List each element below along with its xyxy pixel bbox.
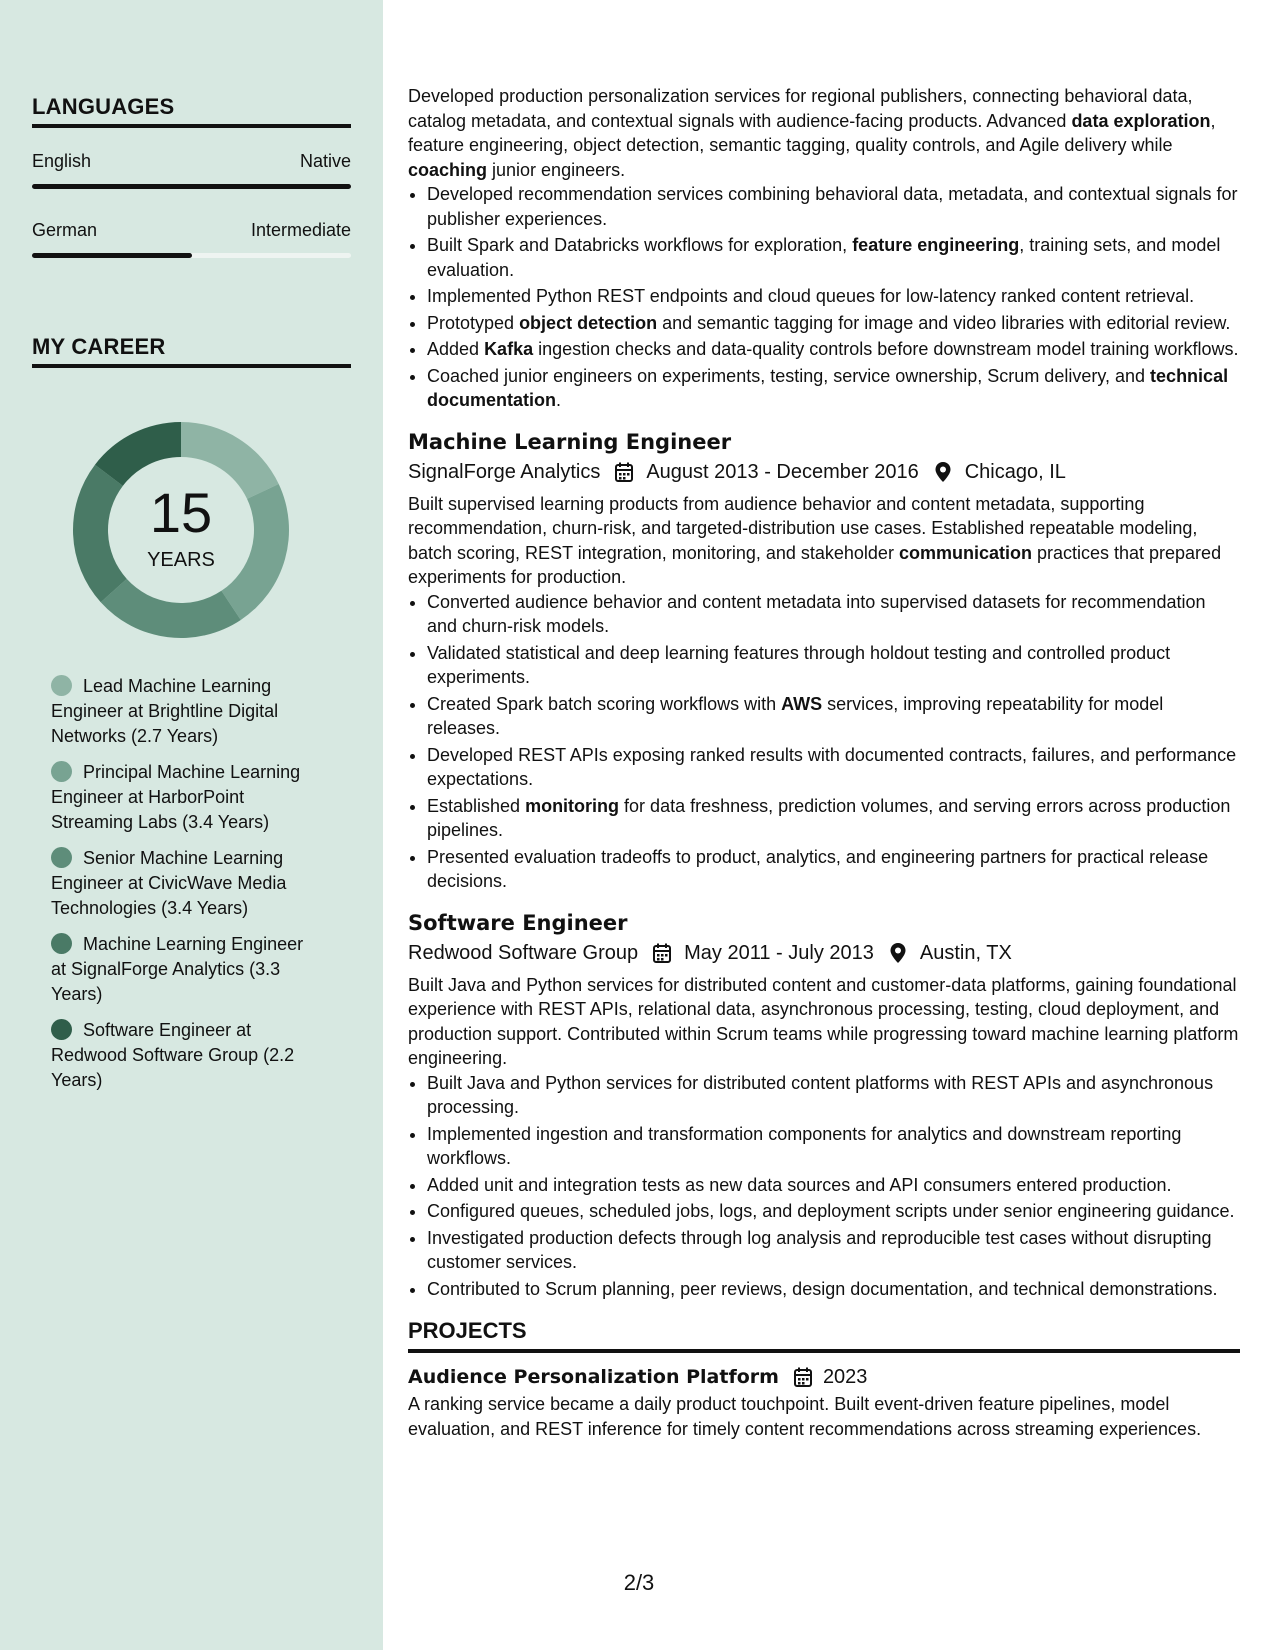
language-bar-english: [32, 184, 351, 189]
emphasis-keyword: feature engineering: [852, 235, 1020, 255]
emphasis-keyword: technical documentation: [427, 365, 1229, 410]
career-legend-label: Senior Machine Learning Engineer at CivicWave Media Technologies (3.4 Years): [51, 848, 287, 918]
career-legend-item: [51, 932, 321, 1007]
language-level: Intermediate: [250, 220, 351, 240]
job-bullets: [408, 1071, 1240, 1302]
bullet-item: • Prototyped object detection and semantic tagging for image and video libraries with editorial review.: [427, 311, 1240, 336]
career-legend-label: Lead Machine Learning Engineer at Brightline Digital Networks (2.7 Years): [51, 676, 279, 746]
calendar-icon: [652, 942, 672, 964]
total-years-label: YEARS: [147, 549, 215, 571]
company-name: SignalForge Analytics: [408, 460, 601, 483]
legend-dot-icon: [51, 1019, 72, 1040]
project-year: 2023: [822, 1366, 868, 1388]
bullet-item: • Presented evaluation tradeoffs to product, analytics, and engineering partners for practical release decisions.: [427, 845, 1240, 894]
legend-dot-icon: [51, 933, 72, 954]
donut-slice-2: [101, 579, 241, 638]
career-legend-item: [51, 1018, 321, 1093]
job-title: Software Engineer: [408, 910, 628, 935]
bullet-item: • Validated statistical and deep learning features through holdout testing and controlled product experiments.: [427, 641, 1240, 690]
language-name: English: [32, 151, 92, 171]
experience-entry: [408, 427, 1240, 894]
bullet-item: • Investigated production defects through log analysis and reproducible test cases without disrupting customer services.: [427, 1226, 1240, 1275]
bullet-item: • Added Kafka ingestion checks and data-quality controls before downstream model training workflows.: [427, 337, 1240, 362]
bullet-item: • Established monitoring for data freshness, prediction volumes, and serving errors across production pipelines.: [427, 794, 1240, 843]
bullet-item: • Developed recommendation services combining behavioral data, metadata, and contextual signals for publisher experiences.: [427, 182, 1240, 231]
bullet-item: • Coached junior engineers on experiments, testing, service ownership, Scrum delivery, and technical documentation.: [427, 364, 1240, 413]
job-meta: [408, 457, 1240, 487]
emphasis-keyword: data exploration: [1071, 110, 1211, 131]
project-title: Audience Personalization Platform: [408, 1366, 779, 1388]
job-title: Machine Learning Engineer: [408, 429, 732, 454]
total-years-number: 15: [149, 481, 213, 544]
bullet-item: • Contributed to Scrum planning, peer reviews, design documentation, and technical demonstrations.: [427, 1277, 1240, 1302]
job-meta: [408, 938, 1240, 968]
emphasis-keyword: monitoring: [525, 795, 620, 816]
emphasis-keyword: Kafka: [484, 339, 534, 359]
language-level: Native: [299, 151, 351, 171]
bullet-item: • Added unit and integration tests as new data sources and API consumers entered production.: [427, 1173, 1240, 1198]
language-bar-fill: [32, 253, 192, 258]
location-pin-icon: [888, 942, 908, 964]
emphasis-keyword: object detection: [519, 312, 658, 333]
bullet-item: • Implemented ingestion and transformation components for analytics and downstream reporting workflows.: [427, 1122, 1240, 1171]
experience-entry: [408, 908, 1240, 1302]
job-summary: Built supervised learning products from audience behavior and content metadata, supporting recommendation, churn-risk, and targeted-distribution use cases. Established repeatable modeling, batch scoring, REST integration, monitoring, and stakeholder communication practices that prepared experiments for production.: [408, 493, 1222, 587]
emphasis-keyword: coaching: [408, 159, 488, 180]
bullet-item: • Converted audience behavior and content metadata into supervised datasets for recommendation and churn-risk models.: [427, 590, 1240, 639]
career-legend-item: [51, 846, 321, 921]
emphasis-keyword: AWS: [781, 693, 823, 714]
calendar-icon: [793, 1366, 813, 1388]
bullet-item: • Built Java and Python services for distributed content platforms with REST APIs and asynchronous processing.: [427, 1071, 1240, 1120]
career-heading: MY CAREER: [32, 334, 351, 368]
career-legend-item: [51, 674, 321, 749]
project-description: A ranking service became a daily product touchpoint. Built event-driven feature pipelines, model evaluation, and REST inference for timely content recommendations across streaming experiences.: [408, 1394, 1202, 1439]
bullet-item: • Built Spark and Databricks workflows for exploration, feature engineering, training sets, and model evaluation.: [427, 233, 1240, 282]
job-dates: May 2011 - July 2013: [684, 941, 874, 964]
career-legend-label: Principal Machine Learning Engineer at HarborPoint Streaming Labs (3.4 Years): [51, 762, 301, 832]
company-name: Redwood Software Group: [408, 941, 639, 964]
job-location: Austin, TX: [919, 941, 1012, 964]
main-content: [408, 84, 1240, 1441]
experience-list: [408, 427, 1240, 1302]
emphasis-keyword: communication: [898, 542, 1032, 563]
projects-heading: PROJECTS: [408, 1317, 1240, 1353]
languages-heading: LANGUAGES: [32, 94, 351, 128]
career-legend: [51, 674, 321, 1104]
bullet-item: • Configured queues, scheduled jobs, logs, and deployment scripts under senior engineering guidance.: [427, 1199, 1240, 1224]
location-pin-icon: [933, 461, 953, 483]
legend-dot-icon: [51, 761, 72, 782]
job-dates: August 2013 - December 2016: [646, 460, 919, 483]
bullet-item: • Developed REST APIs exposing ranked results with documented contracts, failures, and performance expectations.: [427, 743, 1240, 792]
language-bar-fill: [32, 184, 351, 189]
project-entry: [408, 1362, 1240, 1441]
job-bullets: [408, 590, 1240, 894]
page-number: 2/3: [623, 1570, 655, 1595]
career-legend-label: Machine Learning Engineer at SignalForge Analytics (3.3 Years): [51, 934, 304, 1004]
role-summary: Developed production personalization services for regional publishers, connecting behavioral data, catalog metadata, and contextual signals with audience-facing products. Advanced data exploration, feature engineering, object detection, semantic tagging, quality controls, and Agile delivery while coaching junior engineers.: [408, 86, 1216, 180]
language-bar-german: [32, 253, 351, 258]
project-header: [408, 1362, 1240, 1392]
role-bullets: [408, 182, 1240, 413]
job-summary: Built Java and Python services for distributed content and customer-data platforms, gaining foundational experience with REST APIs, relational data, asynchronous processing, testing, cloud deployment, and production support. Contributed within Scrum teams while progressing toward machine learning platform engineering.: [408, 974, 1239, 1068]
legend-dot-icon: [51, 847, 72, 868]
sidebar: [0, 0, 383, 1650]
language-name: German: [32, 220, 98, 240]
bullet-item: • Created Spark batch scoring workflows with AWS services, improving repeatability for model releases.: [427, 692, 1240, 741]
calendar-icon: [614, 461, 634, 483]
career-legend-label: Software Engineer at Redwood Software Group (2.2 Years): [51, 1020, 295, 1090]
job-location: Chicago, IL: [964, 460, 1066, 483]
bullet-item: • Implemented Python REST endpoints and cloud queues for low-latency ranked content retrieval.: [427, 284, 1240, 309]
legend-dot-icon: [51, 675, 72, 696]
career-legend-item: [51, 760, 321, 835]
projects-list: [408, 1362, 1240, 1441]
